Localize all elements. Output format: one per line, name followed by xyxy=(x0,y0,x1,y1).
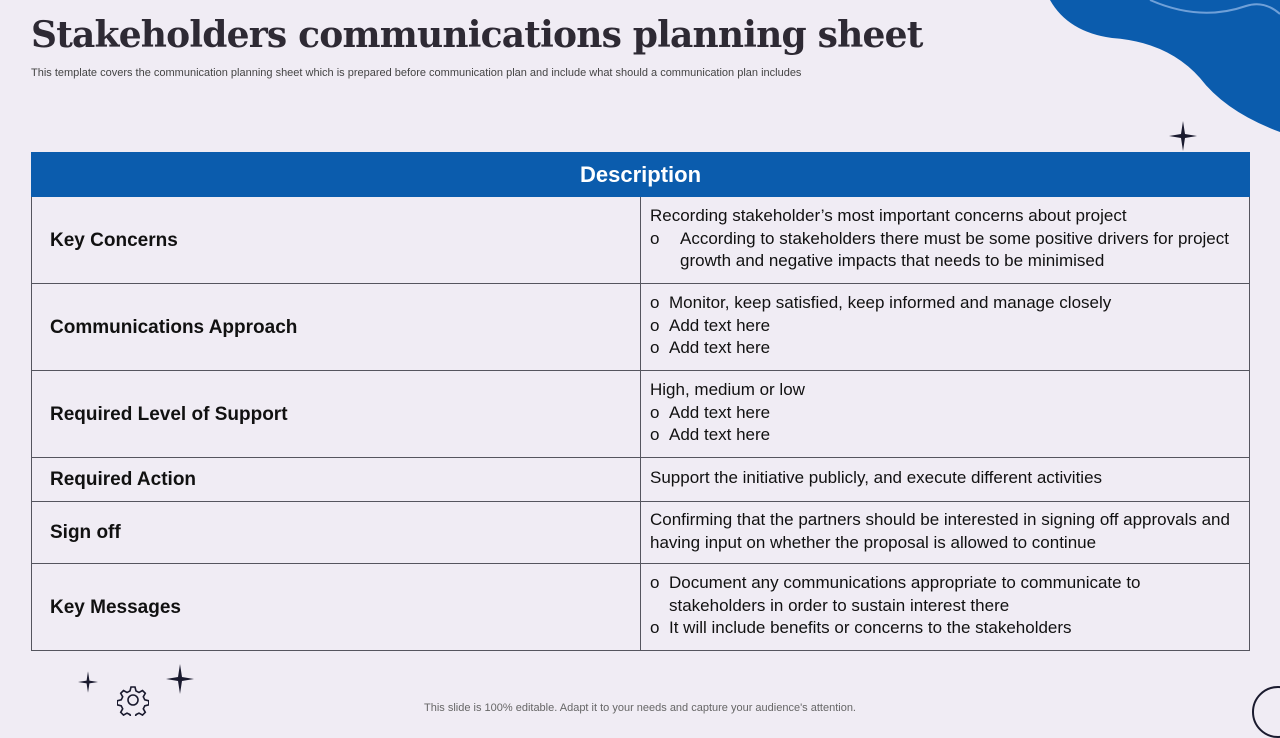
table-row xyxy=(32,502,1250,564)
row-label: Required Level of Support xyxy=(32,371,641,458)
row-description xyxy=(641,371,1250,458)
table-row xyxy=(32,197,1250,284)
page-subtitle: This template covers the communication planning sheet which is prepared before communication plan and include what should a communication plan includes xyxy=(31,67,802,79)
row-label: Key Concerns xyxy=(32,197,641,284)
bullet-list xyxy=(650,572,1235,640)
decorative-blue-blob xyxy=(1050,0,1280,135)
row-description xyxy=(641,502,1250,564)
row-lead-text: High, medium or low xyxy=(650,380,805,400)
bullet-item: o Add text here xyxy=(650,402,1235,425)
bullet-list xyxy=(650,228,1235,273)
table-row xyxy=(32,458,1250,502)
bullet-item: o Add text here xyxy=(650,424,1235,447)
row-description xyxy=(641,564,1250,651)
sparkle-icon xyxy=(1169,121,1197,151)
table-header-row xyxy=(32,153,1250,197)
row-label: Required Action xyxy=(32,458,641,502)
bullet-item: o Monitor, keep satisfied, keep informed and manage closely xyxy=(650,292,1235,315)
row-description xyxy=(641,458,1250,502)
row-label: Sign off xyxy=(32,502,641,564)
sparkle-icon xyxy=(166,664,194,694)
row-description xyxy=(641,197,1250,284)
bullet-list xyxy=(650,292,1235,360)
row-lead-text: Recording stakeholder’s most important concerns about project xyxy=(650,206,1127,226)
table-row xyxy=(32,564,1250,651)
footer-note: This slide is 100% editable. Adapt it to your needs and capture your audience's attention. xyxy=(424,702,856,714)
bullet-item: o According to stakeholders there must be some positive drivers for project growth and negative impacts that needs to be minimised xyxy=(650,228,1235,273)
row-lead-text: Confirming that the partners should be interested in signing off approvals and having input on whether the proposal is allowed to continue xyxy=(650,510,1230,552)
bullet-item: o Add text here xyxy=(650,315,1235,338)
sparkle-icon xyxy=(78,671,98,693)
bullet-item: o Add text here xyxy=(650,337,1235,360)
bullet-item: o It will include benefits or concerns to the stakeholders xyxy=(650,617,1235,640)
bullet-list xyxy=(650,402,1235,447)
row-lead-text: Support the initiative publicly, and execute different activities xyxy=(650,468,1103,488)
row-description xyxy=(641,284,1250,371)
page-title: Stakeholders communications planning sheet xyxy=(31,14,923,56)
planning-sheet-table xyxy=(31,152,1250,651)
row-label: Communications Approach xyxy=(32,284,641,371)
table-header-description: Description xyxy=(32,153,1250,197)
bullet-item: o Document any communications appropriate to communicate to stakeholders in order to sustain interest there xyxy=(650,572,1235,617)
table-row xyxy=(32,284,1250,371)
row-label: Key Messages xyxy=(32,564,641,651)
table-row xyxy=(32,371,1250,458)
